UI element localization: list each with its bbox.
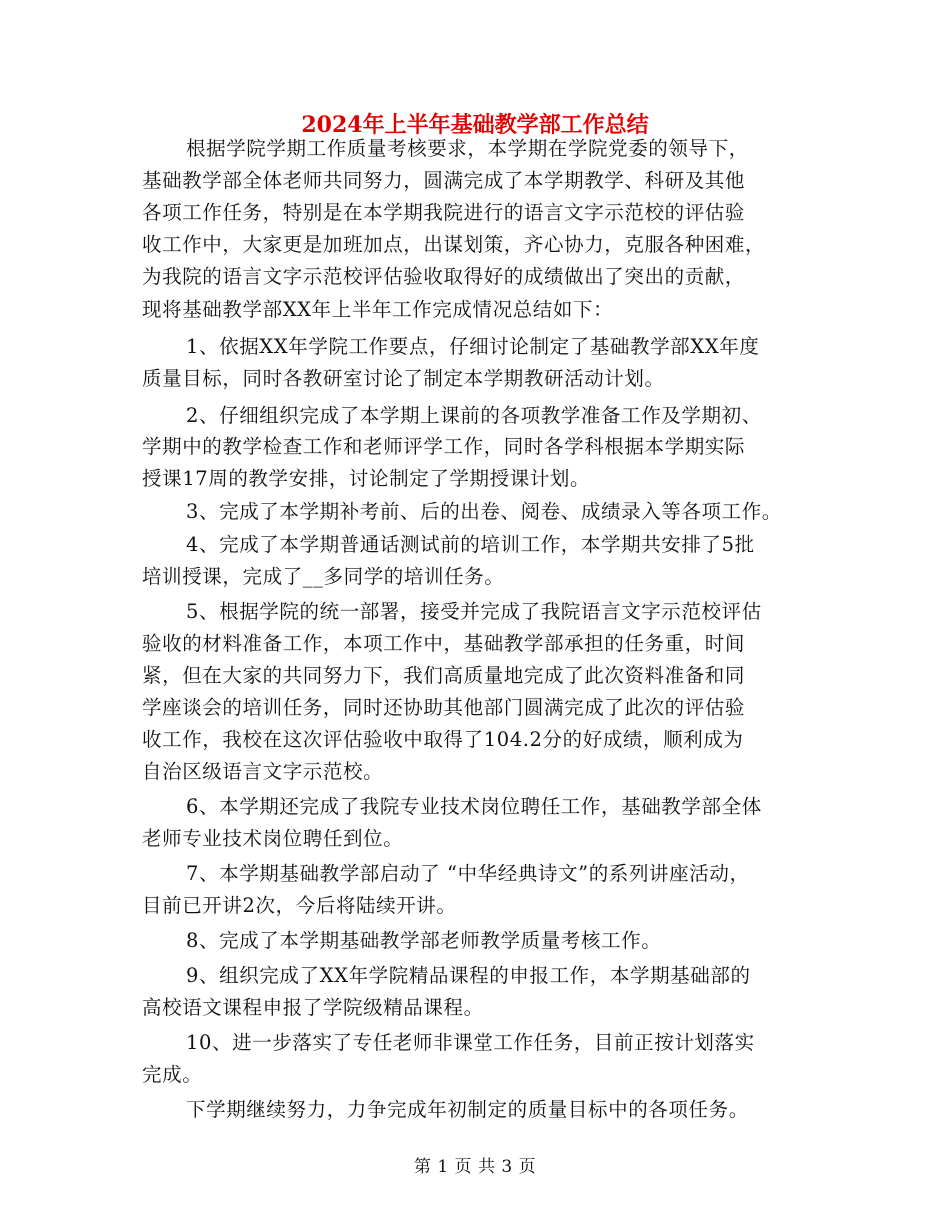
- paragraph-line: 授课17周的教学安排，讨论制定了学期授课计划。: [142, 467, 591, 490]
- paragraph-line: 完成。: [142, 1063, 203, 1086]
- paragraph-line: 为我院的语言文字示范校评估验收取得好的成绩做出了突出的贡献，: [142, 265, 746, 288]
- paragraph-line: 紧，但在大家的共同努力下，我们高质量地完成了此次资料准备和同: [142, 664, 746, 687]
- paragraph-line: 自治区级语言文字示范校。: [142, 760, 384, 783]
- paragraph-line: 9、组织完成了XX年学院精品课程的申报工作，本学期基础部的: [186, 964, 751, 987]
- document-title: 2024年上半年基础教学部工作总结: [301, 112, 649, 138]
- paragraph-line: 培训授课，完成了__多同学的培训任务。: [142, 565, 505, 588]
- page-number-footer: 第 1 页 共 3 页: [413, 1157, 537, 1177]
- paragraph-line: 3、完成了本学期补考前、后的出卷、阅卷、成绩录入等各项工作。: [186, 500, 782, 523]
- paragraph-line: 5、根据学院的统一部署，接受并完成了我院语言文字示范校评估: [186, 600, 762, 623]
- paragraph-line: 各项工作任务，特别是在本学期我院进行的语言文字示范校的评估验: [142, 201, 746, 224]
- paragraph-line: 6、本学期还完成了我院专业技术岗位聘任工作，基础教学部全体: [186, 795, 762, 818]
- paragraph-line: 10、进一步落实了专任老师非课堂工作任务，目前正按计划落实: [186, 1031, 755, 1054]
- paragraph-line: 2、仔细组织完成了本学期上课前的各项教学准备工作及学期初、: [186, 404, 762, 427]
- paragraph-line: 基础教学部全体老师共同努力，圆满完成了本学期教学、科研及其他: [142, 169, 746, 192]
- paragraph-line: 8、完成了本学期基础教学部老师教学质量考核工作。: [186, 929, 662, 952]
- paragraph-line: 学期中的教学检查工作和老师评学工作，同时各学科根据本学期实际: [142, 435, 746, 458]
- paragraph-line: 7、本学期基础教学部启动了 “中华经典诗文”的系列讲座活动，: [186, 862, 750, 885]
- paragraph-line: 收工作中，大家更是加班加点，出谋划策，齐心协力，克服各种困难，: [142, 233, 766, 256]
- paragraph-line: 验收的材料准备工作，本项工作中，基础教学部承担的任务重，时间: [142, 632, 746, 655]
- paragraph-line: 老师专业技术岗位聘任到位。: [142, 827, 404, 850]
- paragraph-line: 收工作，我校在这次评估验收中取得了104.2分的好成绩，顺利成为: [142, 728, 744, 751]
- paragraph-line: 质量目标，同时各教研室讨论了制定本学期教研活动计划。: [142, 367, 665, 390]
- paragraph-line: 目前已开讲2次，今后将陆续开讲。: [142, 894, 457, 917]
- paragraph-line: 4、完成了本学期普通话测试前的培训工作，本学期共安排了5批: [186, 533, 755, 556]
- paragraph-line: 学座谈会的培训任务，同时还协助其他部门圆满完成了此次的评估验: [142, 696, 746, 719]
- paragraph-line: 现将基础教学部XX年上半年工作完成情况总结如下：: [142, 298, 614, 321]
- paragraph-line: 高校语文课程申报了学院级精品课程。: [142, 996, 484, 1019]
- paragraph-line: 下学期继续努力，力争完成年初制定的质量目标中的各项任务。: [186, 1098, 749, 1121]
- paragraph-line: 根据学院学期工作质量考核要求，本学期在学院党委的领导下，: [186, 137, 749, 160]
- paragraph-line: 1、依据XX年学院工作要点，仔细讨论制定了基础教学部XX年度: [186, 335, 760, 358]
